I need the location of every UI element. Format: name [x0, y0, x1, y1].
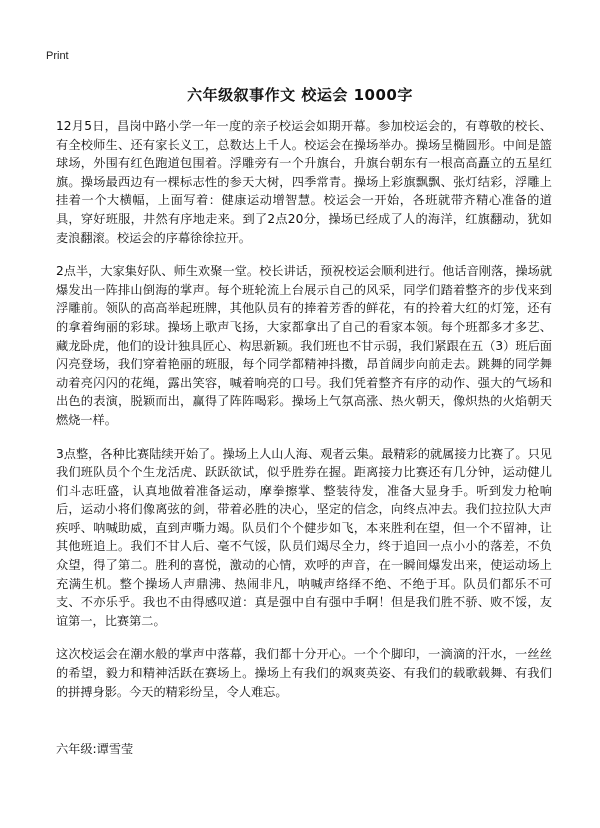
paragraph-2: 2点半，大家集好队、师生欢聚一堂。校长讲话，预祝校运会顺利进行。他话音刚落，操场就爆发出一阵排山倒海的掌声。每个班轮流上台展示自己的风采，同学们踏着整齐的步伐来到浮雕前。领队的高高举起班牌，其他队员有的捧着芳香的鲜花，有的拎着大红的灯笼，还有的拿着绚丽的彩球。操场上歌声飞扬，大家都拿出了自己的看家本领。每个班都多才多艺、藏龙卧虎，他们的设计独具匠心、构思新颖。我们班也不甘示弱，我们紧跟在五（3）班后面闪亮登场，我们穿着艳丽的班服，每个同学都精神抖擞，昂首阔步向前走去。跳舞的同学舞动着亮闪闪的花绳，露出笑容，喊着响亮的口号。我们凭着整齐有序的动作、强大的气场和出色的表演，脱颖而出，赢得了阵阵喝彩。操场上气氛高涨、热火朝天，像炽热的火焰朝天燃烧一样。	[56, 264, 552, 427]
author-line: 六年级:谭雪莹	[56, 742, 134, 756]
paragraph-3: 3点整，各种比赛陆续开始了。操场上人山人海、观者云集。最精彩的就属接力比赛了。只见我们班队员个个生龙活虎、跃跃欲试，似乎胜券在握。距离接力比赛还有几分钟，运动健儿们斗志旺盛，认真地做着准备运动，摩拳擦掌、整装待发，准备大显身手。听到发力枪响后，运动小将们像离弦的剑，带着必胜的决心，坚定的信念，向终点冲去。我们拉拉队大声疾呼、呐喊助威，直到声嘶力竭。队员们个个健步如飞，本来胜利在望，但一个不留神，让其他班追上。我们不甘人后、毫不气馁，队员们竭尽全力，终于追回一点小小的落差，不负众望，得了第二。胜利的喜悦，激动的心情，欢呼的声音，在一瞬间爆发出来，使运动场上充满生机。整个操场人声鼎沸、热闹非凡，呐喊声络绎不绝、不绝于耳。队员们都乐不可支、不亦乐乎。我也不由得感叹道：真是强中自有强中手啊！但是我们胜不骄、败不馁，友谊第一，比赛第二。	[56, 446, 552, 628]
paragraph-1: 12月5日，昌岗中路小学一年一度的亲子校运会如期开幕。参加校运会的，有尊敬的校长、有全校师生、还有家长义工，总数达上千人。校运会在操场举办。操场呈椭圆形。中间是篮球场，外围有红色跑道包围着。浮雕旁有一个升旗台，升旗台朝东有一根高高矗立的五星红旗。操场最西边有一棵标志性的参天大树，四季常青。操场上彩旗飘飘、张灯结彩，浮雕上挂着一个大横幅，上面写着：健康运动增智慧。校运会一开始，各班就带齐精心准备的道具，穿好班服，井然有序地走来。到了2点20分，操场已经成了人的海洋，红旗翻动，犹如麦浪翻滚。校运会的序幕徐徐拉开。	[56, 119, 552, 245]
paragraph-4: 这次校运会在潮水般的掌声中落幕，我们都十分开心。一个个脚印，一滴滴的汗水，一丝丝的希望，毅力和精神活跃在赛场上。操场上有我们的飒爽英姿、有我们的载歌载舞、有我们的拼搏身影。今天的精彩纷呈，令人难忘。	[56, 647, 552, 699]
print-link[interactable]: Print	[46, 50, 69, 62]
document-title: 六年级叙事作文 校运会 1000字	[187, 86, 413, 104]
article-body	[56, 117, 552, 716]
